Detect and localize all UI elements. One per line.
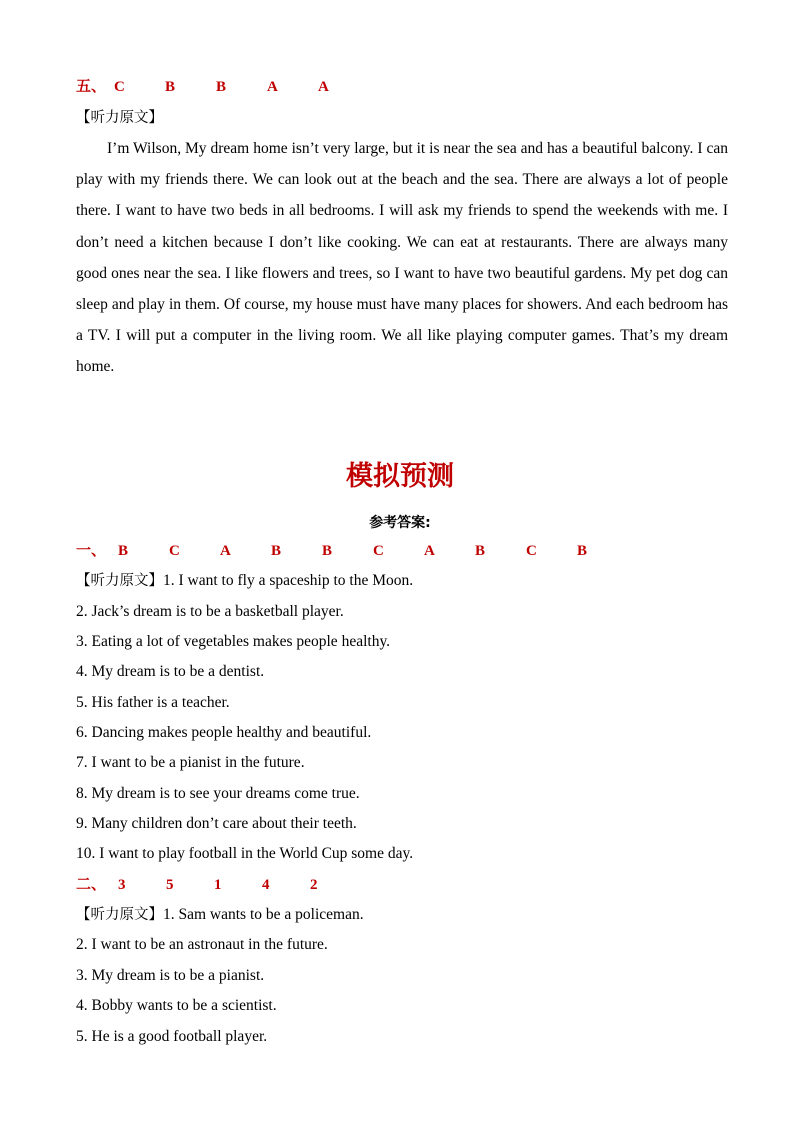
section5-answer: B (165, 79, 176, 95)
part2-transcript-label: 【听力原文】 (76, 907, 163, 923)
list-item: 8. My dream is to see your dreams come true. (76, 785, 360, 802)
part1-answer: B (118, 543, 129, 559)
section5-label: 五、 (76, 79, 107, 95)
part1-transcript-label: 【听力原文】 (76, 573, 163, 589)
part2-item-1-row (76, 905, 364, 925)
section5-transcript-label: 【听力原文】 (76, 110, 163, 126)
list-item: 4. My dream is to be a dentist. (76, 663, 265, 680)
list-item: 9. Many children don’t care about their teeth. (76, 815, 357, 832)
section5-answer-row (76, 77, 369, 97)
list-item: 2. Jack’s dream is to be a basketball player. (76, 603, 344, 620)
part1-answer: C (526, 543, 537, 559)
part1-answer: C (169, 543, 180, 559)
list-item: 3. My dream is to be a pianist. (76, 967, 265, 984)
part2-answer-row (76, 875, 358, 895)
section5-answer: A (267, 79, 278, 95)
page-title: 模拟预测 (346, 461, 454, 492)
part2-answer: 4 (262, 877, 270, 893)
part1-label: 一、 (76, 543, 107, 559)
part1-answer-row (76, 541, 628, 561)
list-item: 7. I want to be a pianist in the future. (76, 754, 305, 771)
part1-answer: B (322, 543, 333, 559)
section5-answer: B (216, 79, 227, 95)
section5-passage: I’m Wilson, My dream home isn’t very large, but it is near the sea and has a beautiful balcony. I can play with my friends there. We can look out at the beach and the sea. There are always a lot of people there. I want to have two beds in all bedrooms. I will ask my friends to spend the weekends with me. I don’t need a kitchen because I don’t like cooking. We can eat at restaurants. There are always many good ones near the sea. I like flowers and trees, so I want to have two beautiful gardens. My pet dog can sleep and play in them. Of course, my house must have many places for showers. And each bedroom has a TV. I will put a computer in the living room. We all like playing computer games. That’s my dream home. (76, 140, 728, 376)
part1-answer: C (373, 543, 384, 559)
answer-key-subtitle: 参考答案: (369, 515, 431, 531)
part1-item-1-row (76, 571, 413, 591)
list-item: 4. Bobby wants to be a scientist. (76, 997, 277, 1014)
part2-answer: 5 (166, 877, 174, 893)
part1-answer: B (577, 543, 588, 559)
list-item: 6. Dancing makes people healthy and beautiful. (76, 724, 372, 741)
list-item: 1. I want to fly a spaceship to the Moon. (163, 572, 414, 589)
part1-answer: A (424, 543, 435, 559)
list-item: 3. Eating a lot of vegetables makes people healthy. (76, 633, 391, 650)
part2-answer: 3 (118, 877, 126, 893)
list-item: 5. His father is a teacher. (76, 694, 230, 711)
section5-answer: C (114, 79, 125, 95)
part1-answer: B (475, 543, 486, 559)
part2-answer: 1 (214, 877, 222, 893)
part2-label: 二、 (76, 877, 107, 893)
part2-answer: 2 (310, 877, 318, 893)
part1-answer: A (220, 543, 231, 559)
list-item: 2. I want to be an astronaut in the future. (76, 936, 328, 953)
list-item: 5. He is a good football player. (76, 1028, 268, 1045)
section5-answer: A (318, 79, 329, 95)
list-item: 1. Sam wants to be a policeman. (163, 906, 364, 923)
part1-answer: B (271, 543, 282, 559)
list-item: 10. I want to play football in the World Cup some day. (76, 845, 414, 862)
